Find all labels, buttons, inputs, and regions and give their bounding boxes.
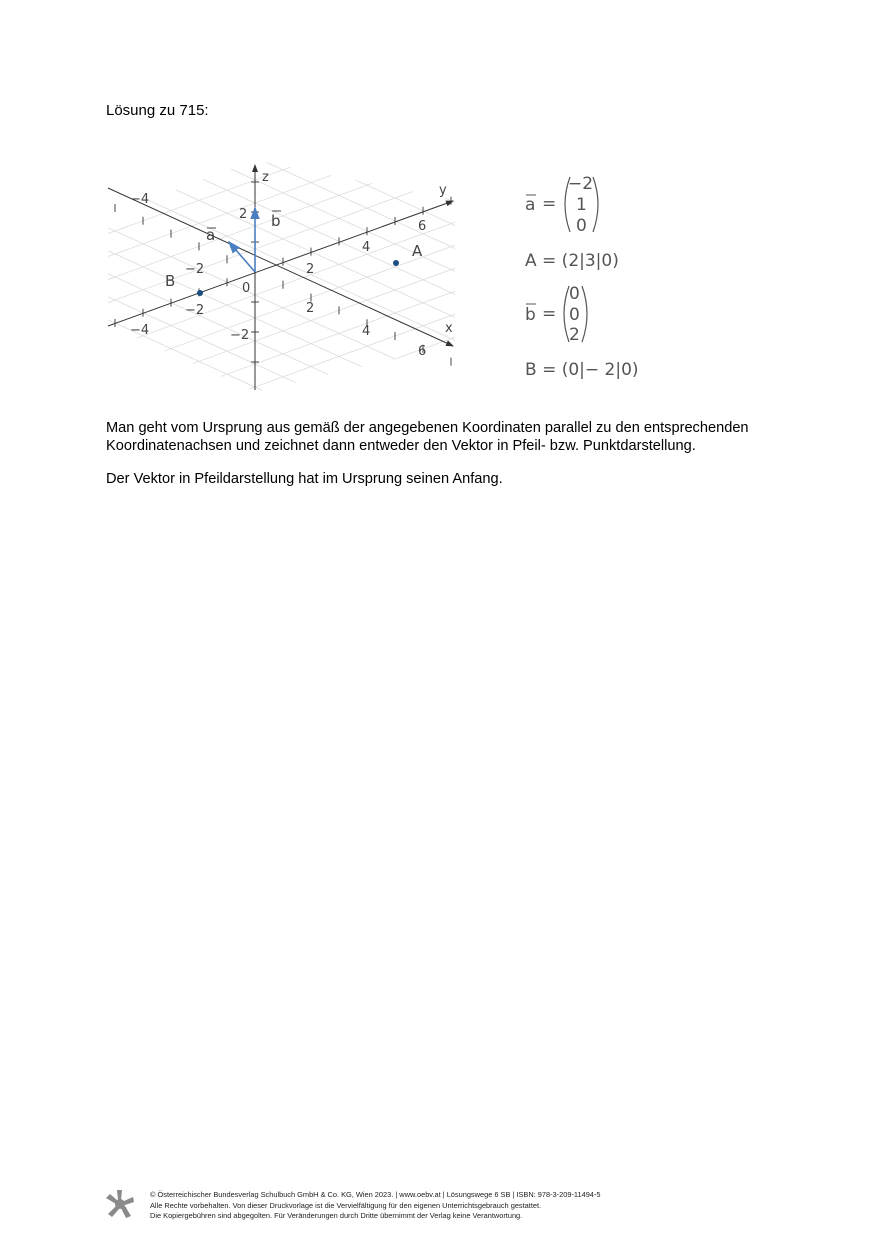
- x-tick-6: 6: [418, 344, 427, 359]
- footer-line-2: Alle Rechte vorbehalten. Von dieser Druckvorlage ist die Vervielfältigung für den eigenen Unterrichtsgebrauch gestattet.: [150, 1200, 542, 1210]
- point-B-label: B: [165, 272, 176, 290]
- y-tick-neg2: −2: [185, 303, 205, 318]
- eq-a-comp-3: 0: [576, 216, 587, 236]
- eq-b-comp-3: 2: [569, 325, 580, 345]
- point-A: [393, 260, 399, 266]
- y-tick-2: 2: [306, 262, 315, 277]
- x-tick-neg4: −4: [130, 192, 150, 207]
- point-A-label: A: [412, 242, 423, 260]
- footer-line-3: Die Kopiergebühren sind abgegolten. Für Veränderungen durch Dritte übernimmt der Verlag keine Verantwortung.: [150, 1211, 523, 1220]
- vector-b-label: b: [271, 212, 281, 230]
- x-tick-2: 2: [306, 301, 315, 316]
- eq-a-comp-1: −2: [568, 174, 594, 194]
- x-tick-neg2: −2: [185, 262, 205, 277]
- x-axis-label: x: [445, 321, 453, 336]
- eq-a-equals: =: [542, 194, 557, 214]
- eq-B-def: B = (0|− 2|0): [525, 360, 639, 380]
- y-tick-4: 4: [362, 240, 371, 255]
- coordinate-figure: [100, 160, 660, 400]
- vector-a-label: a: [206, 226, 216, 244]
- y-tick-neg4: −4: [130, 323, 150, 338]
- grid-line: [227, 285, 660, 400]
- z-tick-neg2: −2: [230, 328, 250, 343]
- eq-b-lhs: b: [525, 305, 536, 325]
- footer: [150, 1190, 601, 1222]
- page-heading: Lösung zu 715:: [106, 102, 209, 119]
- eq-b-right-paren: [582, 286, 587, 342]
- eq-b-comp-2: 0: [569, 305, 580, 325]
- eq-a-lhs: a: [525, 195, 536, 215]
- z-tick-2: 2: [239, 207, 248, 222]
- paragraph-explanation: Man geht vom Ursprung aus gemäß der angegebenen Koordinaten parallel zu den entsprechenden Koordinatenachsen und zeichnet dann entweder den Vektor in Pfeil- bzw. Punktdarstellung.: [106, 420, 749, 454]
- eq-b-equals: =: [542, 304, 557, 324]
- grid-line: [100, 196, 591, 400]
- footer-line-1: © Österreichischer Bundesverlag Schulbuch GmbH & Co. KG, Wien 2023. | www.oebv.at | Lösungswege 6 SB | ISBN: 978-3-209-11494-5: [150, 1190, 601, 1199]
- eq-A-def: A = (2|3|0): [525, 251, 619, 271]
- y-tick-6: 6: [418, 219, 427, 234]
- point-B: [197, 290, 203, 296]
- publisher-logo-icon: [104, 1188, 136, 1220]
- origin-label: 0: [242, 281, 251, 296]
- eq-a-comp-2: 1: [576, 195, 587, 215]
- y-axis-label: y: [439, 183, 447, 198]
- eq-a-right-paren: [593, 177, 598, 232]
- grid-line: [100, 160, 367, 297]
- z-axis-label: z: [262, 170, 269, 185]
- x-tick-4: 4: [362, 324, 371, 339]
- paragraph-arrow-note: Der Vektor in Pfeildarstellung hat im Ursprung seinen Anfang.: [106, 471, 503, 487]
- eq-b-comp-1: 0: [569, 284, 580, 304]
